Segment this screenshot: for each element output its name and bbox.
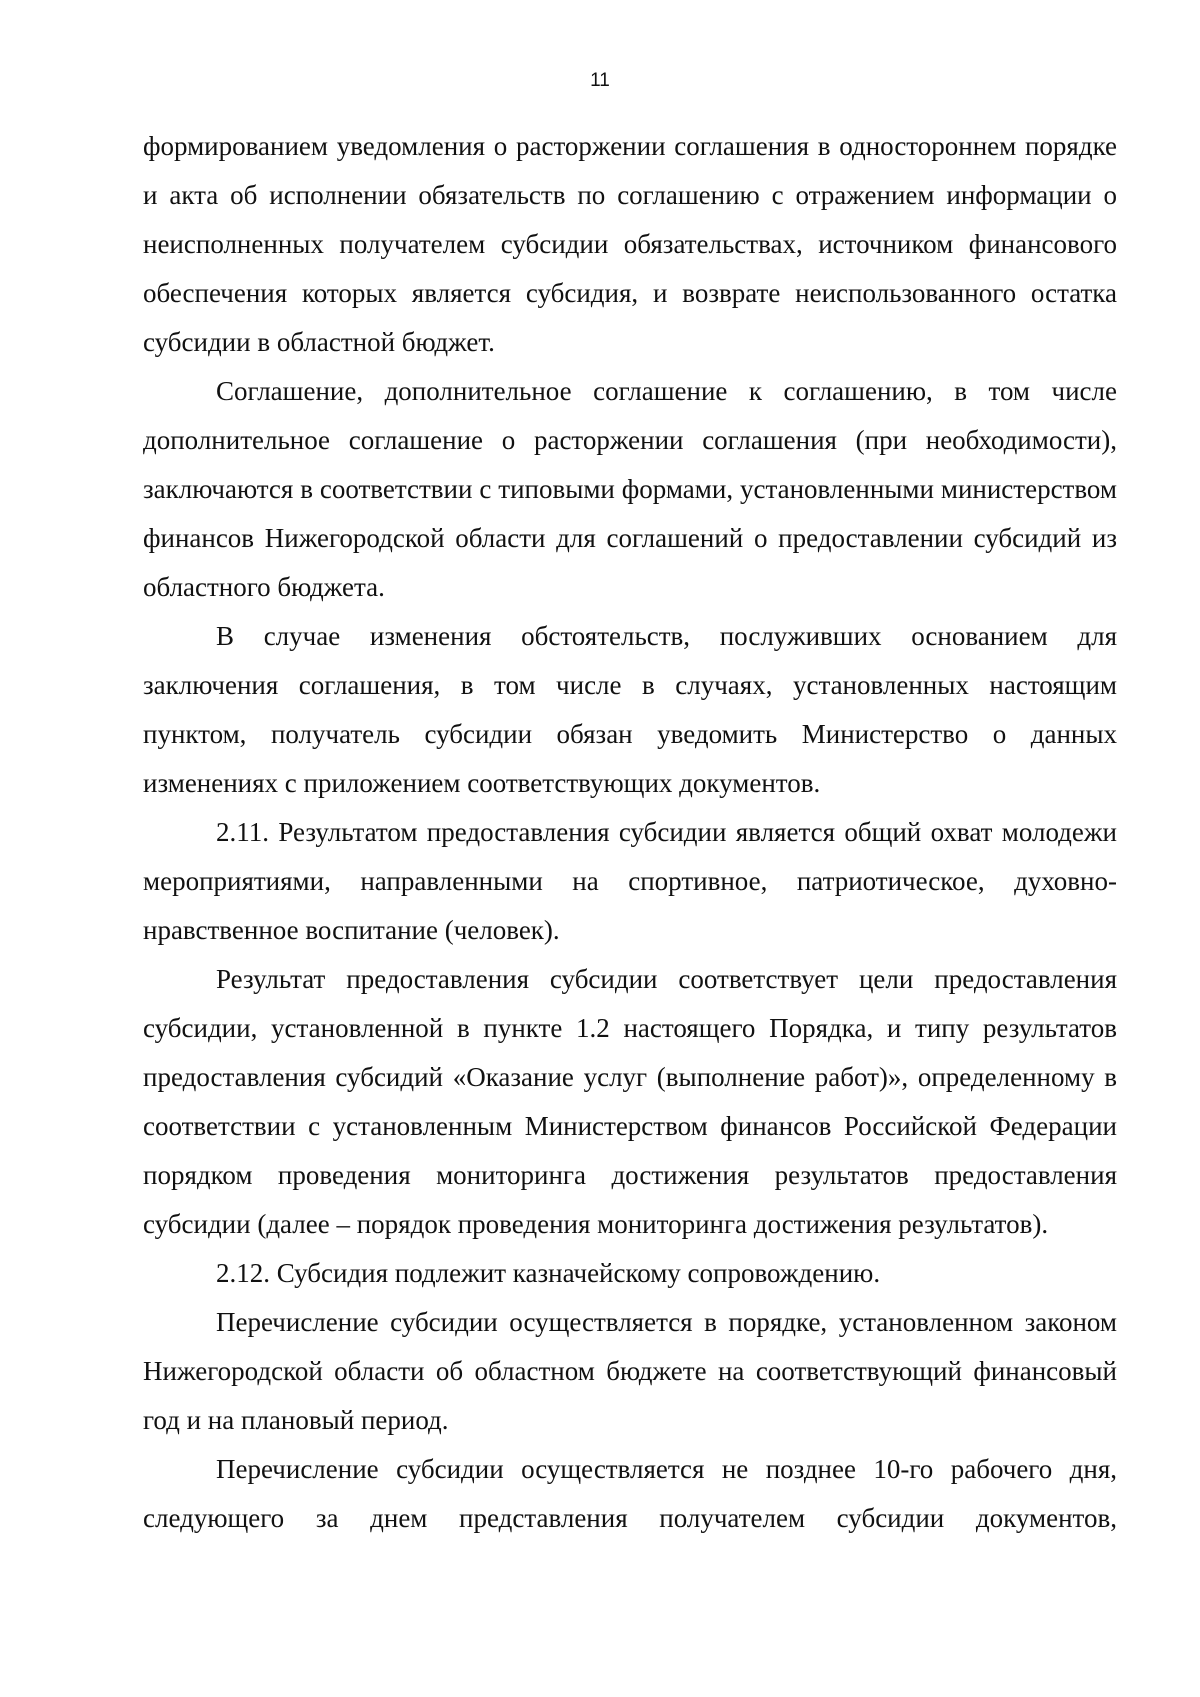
paragraph-transfer-order: Перечисление субсидии осуществляется в порядке, установленном законом Нижегородской области об областном бюджете на соответствующий финансовый год и на плановый период. [143,1307,1117,1435]
page-number: 11 [590,70,610,91]
paragraph-result-type: Результат предоставления субсидии соответствует цели предоставления субсидии, установленной в пункте 1.2 настоящего Порядка, и типу результатов предоставления субсидий «Оказание услуг (выполнение работ)», определенному в соответствии с установленным Министерством финансов Российской Федерации порядком проведения мониторинга достижения результатов предоставления субсидии (далее – порядок проведения мониторинга достижения результатов). [143,964,1117,1239]
paragraph-circumstances-change: В случае изменения обстоятельств, послуживших основанием для заключения соглашения, в том числе в случаях, установленных настоящим пунктом, получатель субсидии обязан уведомить Министерство о данных изменениях с приложением соответствующих документов. [143,621,1117,798]
paragraph-agreement-forms: Соглашение, дополнительное соглашение к соглашению, в том числе дополнительное соглашение о расторжении соглашения (при необходимости), заключаются в соответствии с типовыми формами, установленными министерством финансов Нижегородской области для соглашений о предоставлении субсидий из областного бюджета. [143,376,1117,602]
paragraph-2-11-result: 2.11. Результатом предоставления субсидии является общий охват молодежи мероприятиями, направленными на спортивное, патриотическое, духовно-нравственное воспитание (человек). [143,817,1117,945]
document-body [143,122,1117,1543]
paragraph-continuation: формированием уведомления о расторжении соглашения в одностороннем порядке и акта об исполнении обязательств по соглашению с отражением информации о неисполненных получателем субсидии обязательствах, источником финансового обеспечения которых является субсидия, и возврате неиспользованного остатка субсидии в областной бюджет. [143,131,1117,357]
paragraph-transfer-deadline: Перечисление субсидии осуществляется не позднее 10-го рабочего дня, следующего за днем представления получателем субсидии документов, [143,1454,1117,1533]
paragraph-2-12-treasury: 2.12. Субсидия подлежит казначейскому сопровождению. [216,1258,881,1288]
